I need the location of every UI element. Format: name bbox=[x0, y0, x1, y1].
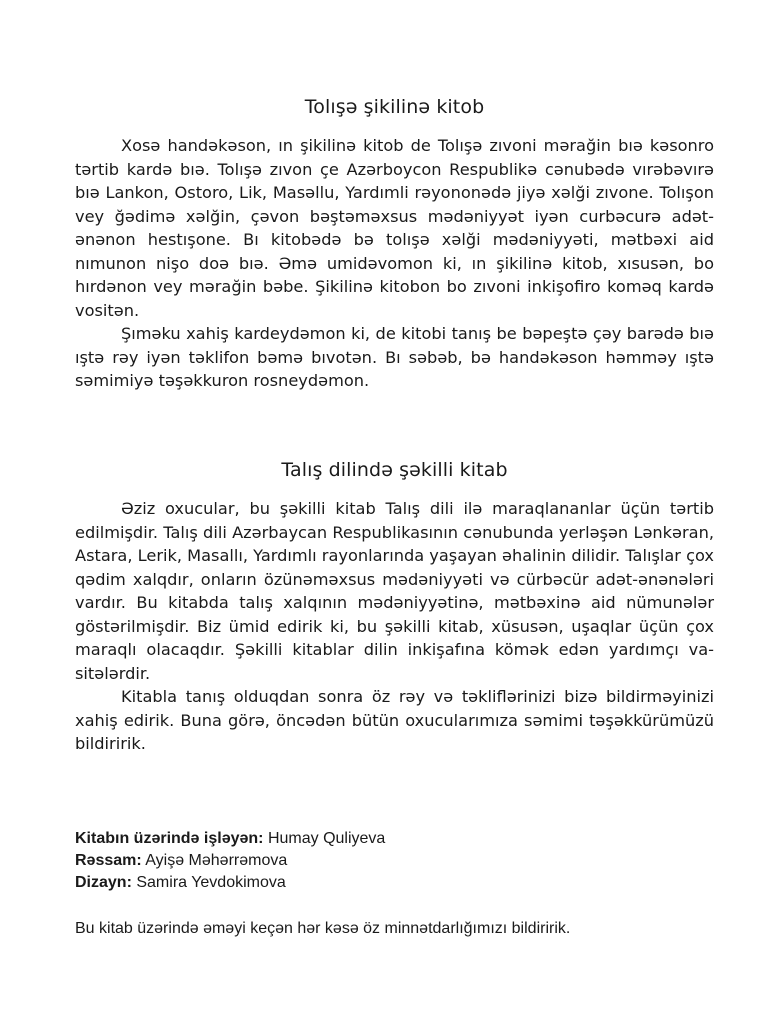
credit-line-author bbox=[75, 828, 714, 850]
credit-label: Kitabın üzərində işləyən: bbox=[75, 830, 264, 847]
azerbaijani-section-title: Talış dilində şəkilli kitab bbox=[281, 459, 508, 481]
talysh-section-title: Tolışə şikilinə kitob bbox=[304, 96, 485, 118]
credit-line-design bbox=[75, 872, 714, 894]
talysh-paragraph-2: Şıməku xahiş kardeydəmon ki, de kitobi tanış be bəpeştə çəy barədə bıə ıştə rəy iyən təklifon bəmə bıvotən. Bı səbəb, bə handəkəson həmməy ıştə səmimiyə təşəkkuron rosneydəmon. bbox=[75, 324, 714, 390]
credit-label: Rəssam: bbox=[75, 852, 142, 869]
azerbaijani-section bbox=[75, 458, 714, 756]
credit-value: Ayişə Məhərrəmova bbox=[145, 852, 288, 869]
acknowledgement-text: Bu kitab üzərində əməyi keçən hər kəsə öz minnətdarlığımızı bildiririk. bbox=[75, 920, 571, 937]
credit-value: Humay Quliyeva bbox=[267, 830, 386, 847]
talysh-paragraph-1: Xosə handəkəson, ın şikilinə kitob de Tolışə zıvoni mərağin bıə kəsonro tərtib kardə bıə. Tolışə zıvon çe Azərboycon Respublikə cənubədə vırəbəvırə bıə Lankon, Ostoro, Lik, Masəllu, Yardımli rəyononədə jiyə xəlği zıvone. Tolışon vey ğədimə xəlğin, çəvon bəştəməxsus mədəniyyət iyən curbəcurə adət-ənənon hestışone. Bı kitobədə bə tolışə xəlği mədəniyyəti, mətbəxi aid nımunon nişo doə bıə. Əmə umidəvomon ki, ın şikilinə kitob, xısusən, bo hırdənon vey mərağin bəbe. Şikilinə kitobon bo zıvoni inkişofiro koməq kardə vositən. bbox=[75, 136, 714, 320]
credit-value: Samira Yevdokimova bbox=[136, 874, 286, 891]
talysh-section bbox=[75, 95, 714, 393]
credit-label: Dizayn: bbox=[75, 874, 132, 891]
credits-block bbox=[75, 828, 714, 894]
azerbaijani-paragraph-2: Kitabla tanış olduqdan sonra öz rəy və təkliflərinizi bizə bildirməyinizi xahiş edirik. Buna görə, öncədən bütün oxucularımıza səmimi təşəkkürümüzü bildiririk. bbox=[75, 687, 714, 753]
credit-line-artist bbox=[75, 850, 714, 872]
azerbaijani-paragraph-1: Əziz oxucular, bu şəkilli kitab Talış dili ilə maraqlananlar üçün tərtib edilmişdir. Talış dili Azərbaycan Respublikasının cənubunda yerləşən Lənkəran, Astara, Lerik, Masallı, Yardımlı rayonlarında yaşayan əhalinin dilidir. Talışlar çox qədim xalqdır, onların özünəməxsus mədəniyyəti və cürbəcür adət-ənənələri vardır. Bu kitabda talış xalqının mədəniyyətinə, mətbəxinə aid nümunələr göstərilmişdir. Biz ümid edirik ki, bu şəkilli kitab, xüsusən, uşaqlar üçün çox maraqlı olacaqdır. Şəkilli kitablar dilin inkişafına kömək edən yardımçı vasitələrdir. bbox=[75, 499, 714, 683]
